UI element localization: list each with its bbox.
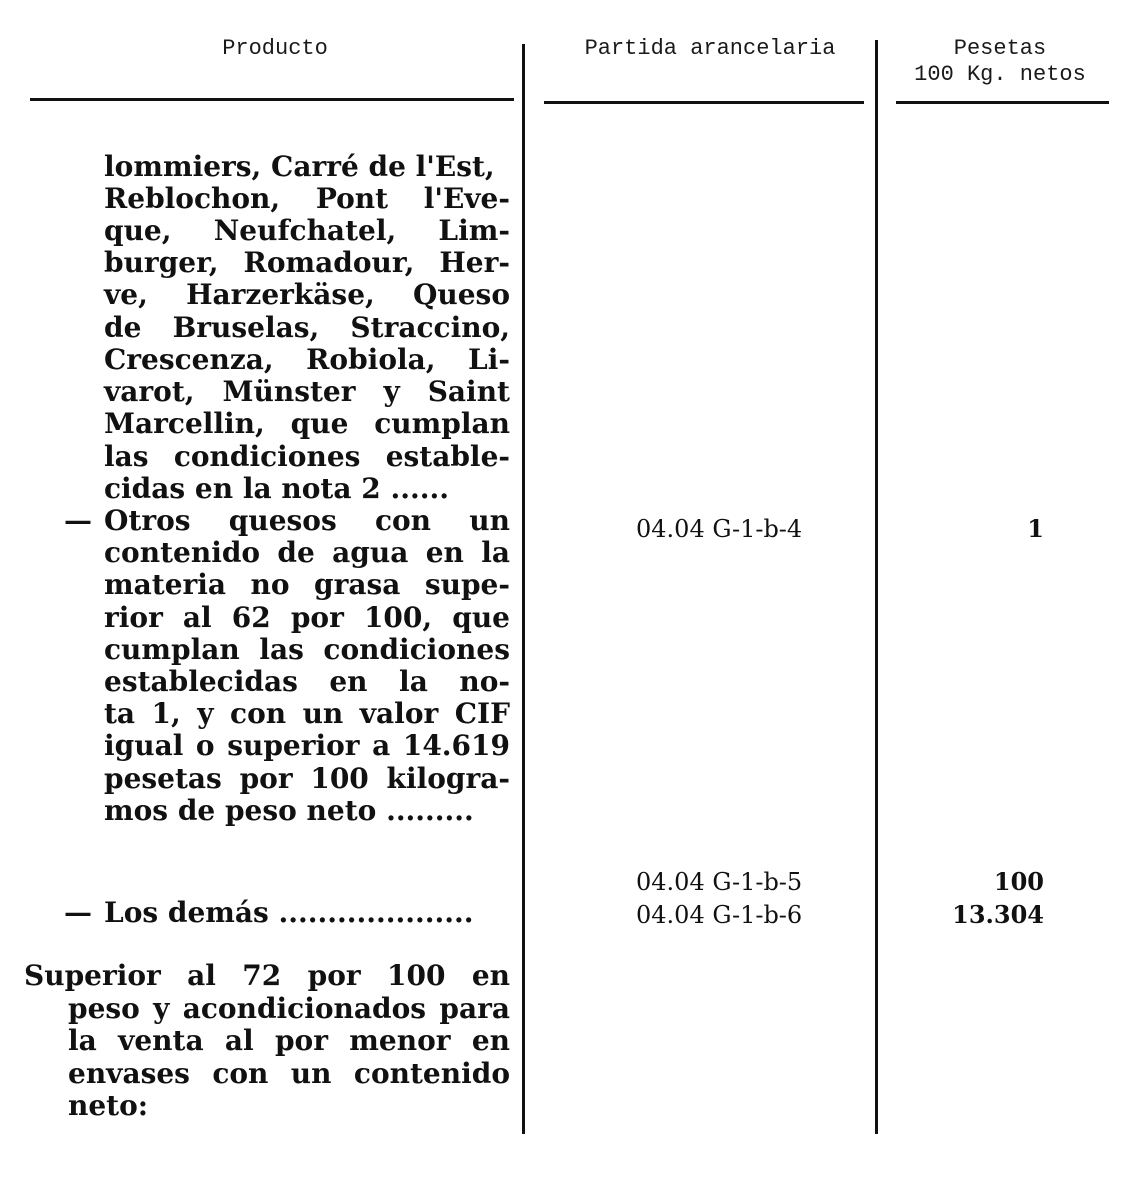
header-partida: Partida arancelaria	[584, 36, 836, 61]
block-1-partida: 04.04 G-1-b-4	[636, 515, 803, 543]
block-4-line: peso y acondicionados para	[68, 992, 510, 1025]
block-2-line: Otros quesos con un	[104, 504, 510, 537]
block-1-line: de Bruselas, Straccino,	[104, 311, 510, 344]
block-2-pesetas: 100	[993, 867, 1044, 896]
block-2-line: mos de peso neto .........	[104, 794, 474, 827]
block-2-line: pesetas por 100 kilogra-	[104, 762, 510, 795]
block-2-partida: 04.04 G-1-b-5	[636, 868, 803, 896]
block-2-line: establecidas en la no-	[104, 665, 510, 698]
header-rule-partida	[544, 101, 864, 104]
block-3-partida: 04.04 G-1-b-6	[636, 901, 803, 929]
column-divider-right	[875, 40, 878, 1134]
header-pesetas-line1: Pesetas	[953, 36, 1047, 61]
header-rule-pesetas	[896, 101, 1109, 104]
block-2-line: ta 1, y con un valor CIF	[104, 697, 510, 730]
block-2-line: materia no grasa supe-	[104, 568, 510, 601]
block-2-line: igual o superior a 14.619	[104, 729, 510, 762]
block-4-line: neto:	[68, 1089, 149, 1122]
header-rule-producto	[30, 98, 514, 101]
block-1-line: las condiciones estable-	[104, 440, 510, 473]
block-1-line: que, Neufchatel, Lim-	[104, 214, 510, 247]
block-1-line: Reblochon, Pont l'Eve-	[104, 182, 510, 215]
block-1-line: burger, Romadour, Her-	[104, 246, 510, 279]
header-pesetas-line2: 100 Kg. netos	[914, 62, 1086, 87]
block-4-line: Superior al 72 por 100 en	[24, 959, 510, 992]
column-divider-left	[522, 44, 525, 1134]
block-3-dash: —	[64, 896, 92, 929]
header-producto: Producto	[222, 36, 328, 61]
block-2-line: contenido de agua en la	[104, 536, 510, 569]
block-3-pesetas: 13.304	[952, 900, 1044, 929]
block-1-line: lommiers, Carré de l'Est,	[104, 150, 495, 183]
block-1-line: cidas en la nota 2 ......	[104, 472, 449, 505]
block-1-line: Crescenza, Robiola, Li-	[104, 343, 510, 376]
block-1-line: varot, Münster y Saint	[104, 375, 510, 408]
block-2-dash: —	[64, 504, 92, 537]
block-2-line: cumplan las condiciones	[104, 633, 510, 666]
block-1-pesetas: 1	[1027, 514, 1044, 543]
block-1-line: Marcellin, que cumplan	[104, 407, 510, 440]
block-4-line: envases con un contenido	[68, 1057, 510, 1090]
block-2-line: rior al 62 por 100, que	[104, 601, 510, 634]
block-4-line: la venta al por menor en	[68, 1024, 510, 1057]
block-1-line: ve, Harzerkäse, Queso	[104, 278, 510, 311]
block-3-line: Los demás ....................	[104, 896, 474, 929]
